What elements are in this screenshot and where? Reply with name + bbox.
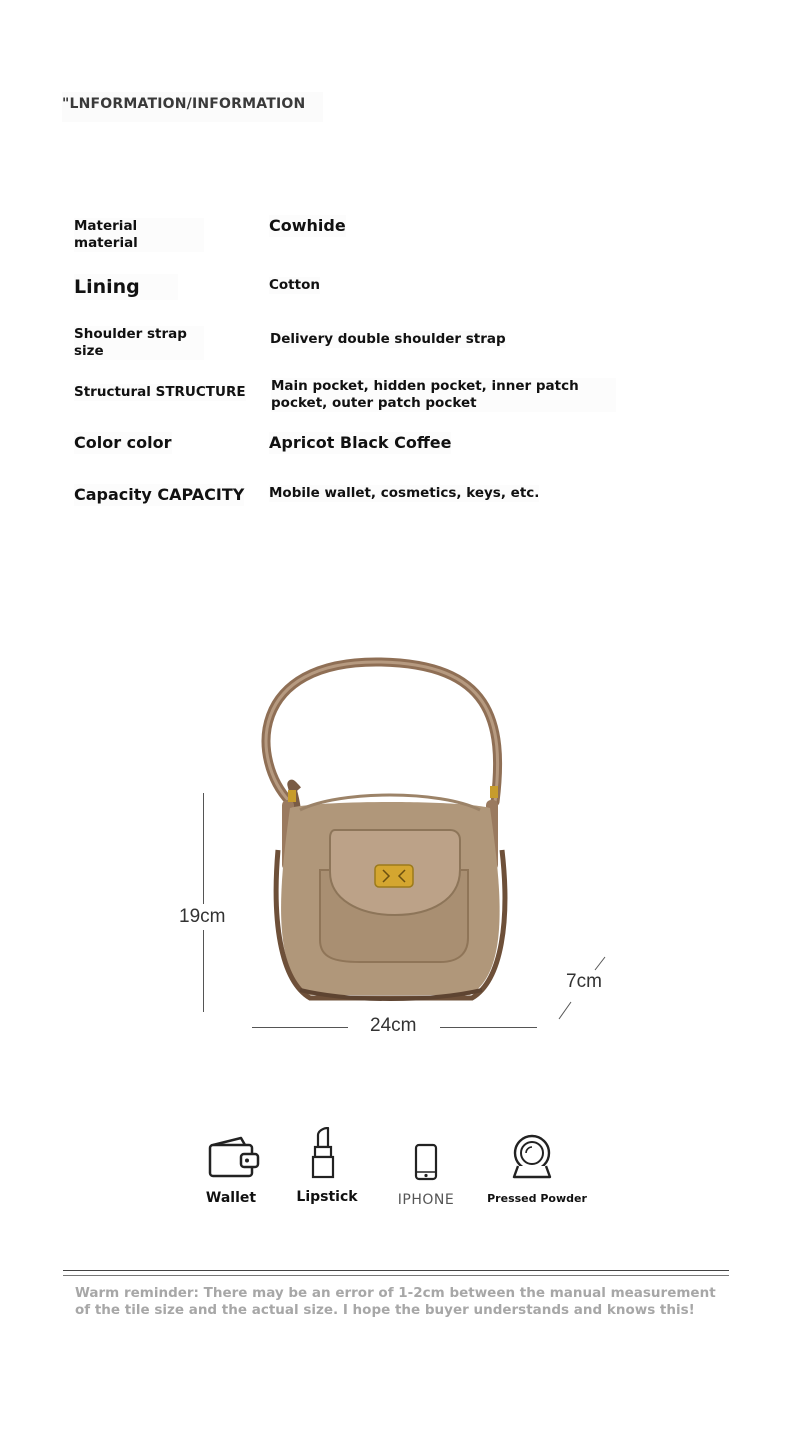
width-dimension-label: 24cm — [370, 1015, 417, 1036]
section-heading: "LNFORMATION/INFORMATION — [62, 92, 323, 122]
lipstick-icon — [310, 1127, 336, 1179]
divider-bottom — [63, 1275, 729, 1276]
depth-dimension-label: 7cm — [566, 971, 602, 992]
phone-label: IPHONE — [397, 1192, 455, 1208]
spec-label-color: Color color — [74, 433, 172, 452]
spec-label-capacity: Capacity CAPACITY — [74, 485, 245, 504]
pressed-powder-label: Pressed Powder — [487, 1192, 587, 1205]
spec-value-capacity: Mobile wallet, cosmetics, keys, etc. — [269, 485, 540, 501]
spec-value-shoulder-strap: Delivery double shoulder strap — [270, 331, 506, 347]
divider-top — [63, 1270, 729, 1271]
spec-value-material: Cowhide — [269, 216, 346, 235]
spec-label-shoulder-strap: Shoulder strap size — [74, 326, 204, 360]
product-image — [250, 650, 530, 1010]
spec-label-lining: Lining — [74, 274, 178, 300]
spec-value-color: Apricot Black Coffee — [269, 433, 452, 452]
compact-mirror-icon — [510, 1133, 554, 1181]
phone-icon — [414, 1143, 438, 1181]
spec-label-material: Material material — [74, 218, 204, 252]
lipstick-label: Lipstick — [296, 1189, 358, 1205]
height-dimension-line — [203, 793, 204, 1012]
width-dimension-line-left — [252, 1027, 348, 1028]
spec-value-lining: Cotton — [269, 277, 320, 293]
wallet-label: Wallet — [205, 1190, 257, 1206]
warm-reminder-text: Warm reminder: There may be an error of 1-2cm between the manual measurement of the tile size and the actual size. I hope the buyer understands and knows this! — [75, 1285, 716, 1318]
depth-dimension-tick-top — [590, 956, 606, 972]
spec-value-structure: Main pocket, hidden pocket, inner patch pocket, outer patch pocket — [271, 378, 616, 412]
wallet-icon — [207, 1133, 261, 1181]
depth-dimension-tick-bottom — [556, 1001, 574, 1021]
width-dimension-line-right — [440, 1027, 537, 1028]
spec-label-structure: Structural STRUCTURE — [74, 384, 246, 400]
height-dimension-label: 19cm — [179, 904, 225, 930]
